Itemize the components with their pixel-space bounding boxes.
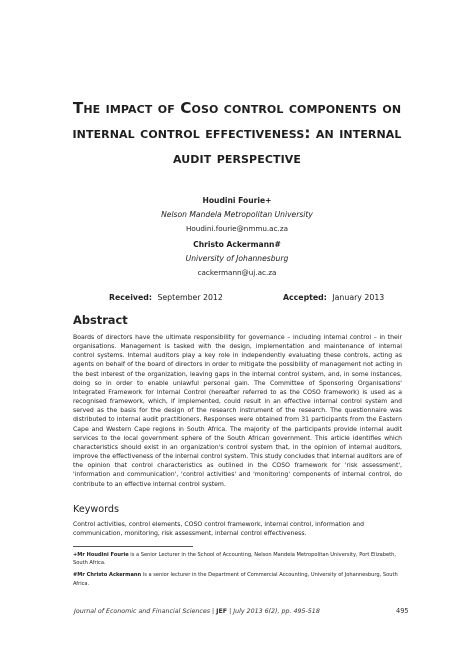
author-email: Houdini.fourie@nmmu.ac.za [185, 224, 288, 233]
footnote [73, 551, 402, 567]
author-block [0, 195, 474, 234]
footnote [73, 571, 402, 587]
received-label: Received: [109, 293, 152, 302]
keywords-text: Control activities, control elements, COSO control framework, internal control, information and communication, monitoring, risk assessment, internal control effectiveness. [73, 521, 365, 538]
journal-issue: | July 2013 6(2), pp. 495-518 [227, 608, 320, 615]
paper-title: The impact of Coso control components on internal control effectiveness: an internal audit perspective [72, 99, 402, 167]
footnote-mark: + [73, 552, 78, 558]
footnote-name: Mr Houdini Fourie [77, 552, 129, 558]
received-value: September 2012 [157, 293, 223, 302]
author-block [0, 239, 474, 278]
author-name: Christo Ackermann# [193, 240, 281, 249]
footnote-divider [73, 546, 193, 547]
accepted-date [283, 292, 384, 303]
journal-citation: Journal of Economic and Financial Sciences | JEF | July 2013 6(2), pp. 495-518 [74, 608, 320, 615]
footnote-text: is a senior lecturer in the Department of Commercial Accounting, University of Johannesburg, South Africa. [73, 572, 398, 587]
author-mark: + [265, 196, 272, 205]
abstract-text: Boards of directors have the ultimate responsibility for governance – including internal control – in their organisations. Management is tasked with the design, implementation and maintenance of internal control systems. Internal auditors play a key role in independently evaluating these controls, acting as agents on behalf of the board of directors in order to mitigate the possibility of management not acting in the best interest of the organization, leaving gaps in the internal control system, and, in some instances, doing so in order to enable unlawful personal gain. The Committee of Sponsoring Organisations' Integrated Framework for Internal Control (hereafter referred to as the COSO framework) is used as a recognised framework, which, if implemented, could result in an effective internal control system and served as the basis for the design of the research instrument of the research. The questionnaire was distributed to internal audit practitioners. Responses were obtained from 31 participants from the Eastern Cape and Western Cape regions in South Africa. The majority of the participants provide internal audit services to the local government sphere of the South African government. This article identifies which characteristics should exist in an organization's control system that, in the opinion of internal auditors, improve the effectiveness of the internal control system. This study concludes that internal auditors are of the opinion that control characteristics as outlined in the COSO framework for 'risk assessment', 'information and communication', 'control activities' and 'monitoring' components of internal control, do contribute to an effective internal control system. [73, 334, 402, 488]
author-affiliation: Nelson Mandela Metropolitan University [161, 210, 313, 219]
received-date [109, 292, 223, 303]
footnote-text: is a Senior Lecturer in the School of Accounting, Nelson Mandela Metropolitan University, Port Elizabeth, South Africa. [73, 552, 397, 567]
author-email: cackermann@uj.ac.za [197, 268, 277, 277]
page-number: 495 [396, 607, 409, 615]
author-affiliation: University of Johannesburg [185, 254, 289, 263]
accepted-label: Accepted: [283, 293, 327, 302]
author-mark: # [274, 240, 281, 249]
journal-abbrev: JEF [216, 608, 228, 615]
footnote-name: Mr Christo Ackermann [77, 572, 142, 579]
author-name: Houdini Fourie+ [202, 196, 272, 205]
footnotes [73, 551, 402, 592]
accepted-value: January 2013 [332, 293, 385, 302]
journal-name: Journal of Economic and Financial Sciences [74, 608, 211, 615]
abstract-heading: Abstract [73, 313, 128, 327]
keywords-heading: Keywords [73, 504, 119, 515]
footnote-mark: # [73, 572, 78, 579]
